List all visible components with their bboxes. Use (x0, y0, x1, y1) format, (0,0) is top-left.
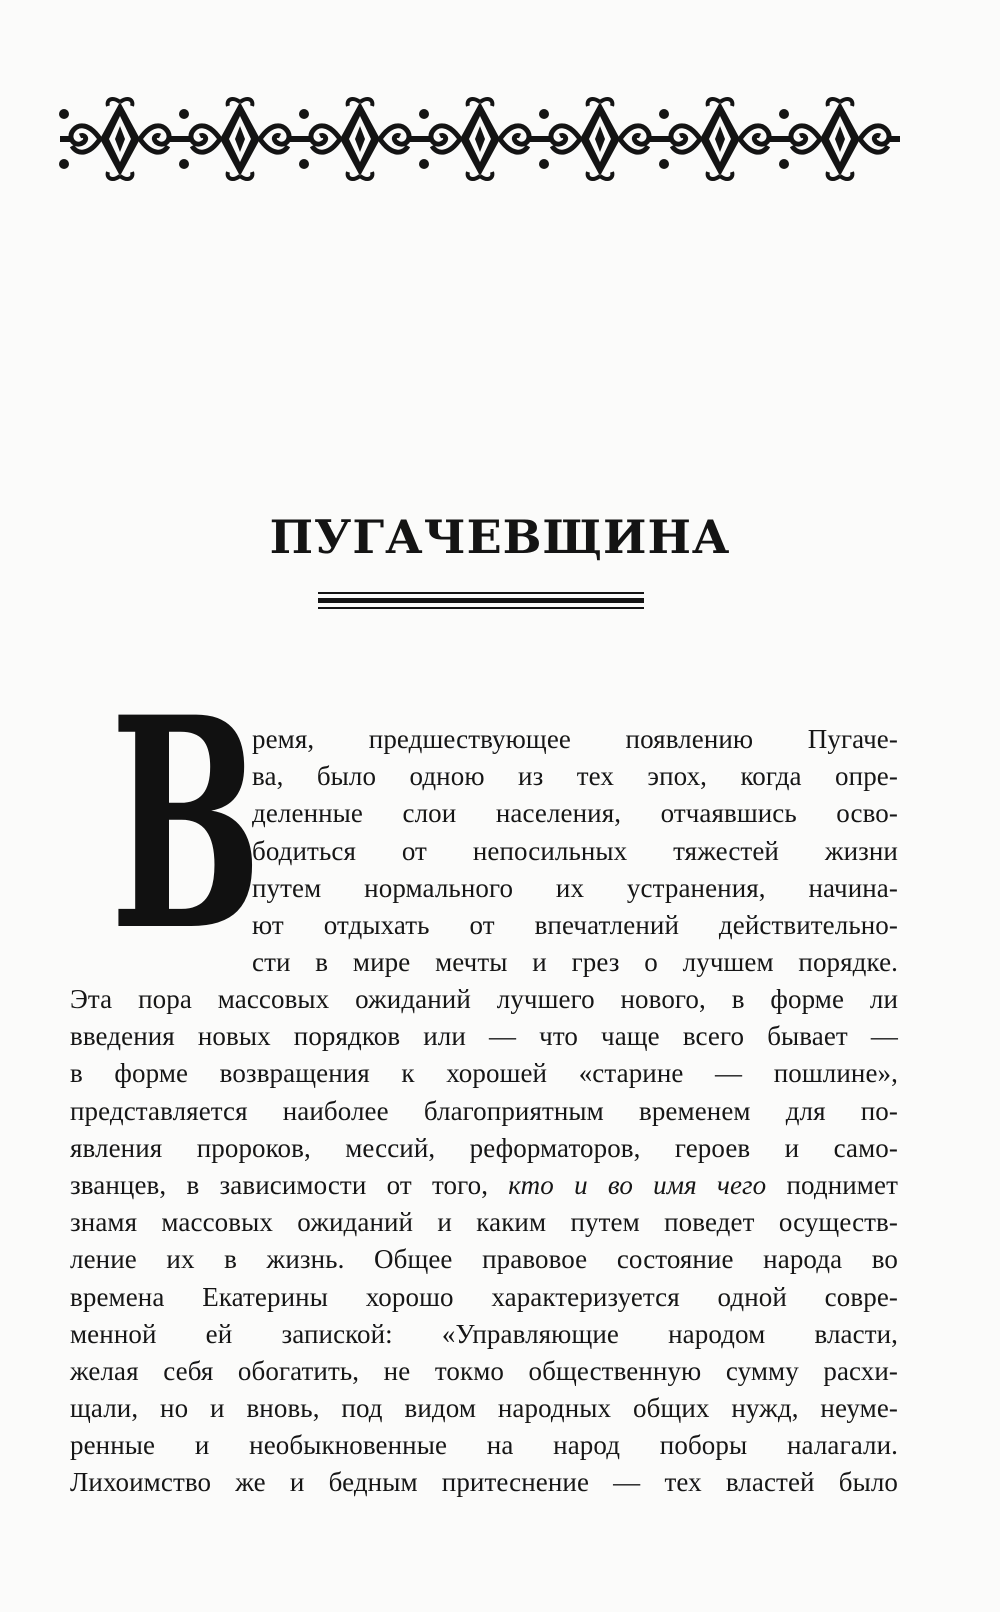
text-line: явления пророков, мессий, реформаторов, героев и само- (70, 1132, 898, 1163)
text-line: времена Екатерины хорошо характеризуется одной совре- (70, 1281, 898, 1312)
drop-cap-letter: В (110, 655, 262, 995)
chapter-title: ПУГАЧЕВЩИНА (269, 510, 731, 564)
text-line: щали, но и вновь, под видом народных общих нужд, неуме- (70, 1393, 898, 1424)
text-line: путем нормального их устранения, начина- (252, 872, 898, 903)
text-line: знамя массовых ожиданий и каким путем поведет осуществ- (70, 1207, 898, 1238)
text-line: в форме возвращения к хорошей «старине — пошлине», (70, 1058, 898, 1089)
text-line: ление их в жизнь. Общее правовое состояние народа во (70, 1244, 898, 1275)
text-segment: поднимет (786, 1169, 898, 1200)
italic-phrase: кто и во имя чего (508, 1169, 767, 1200)
text-line: ремя, предшествующее появлению Пугаче- (252, 724, 898, 754)
text-line: бодиться от непосильных тяжестей жизни (252, 835, 898, 866)
text-line: деленные слои населения, отчаявшись осво- (252, 798, 898, 829)
paragraph-indented-block (252, 721, 898, 981)
ornament-border (54, 94, 906, 184)
text-line: ют отдыхать от впечатлений действительно- (252, 909, 898, 940)
text-line: представляется наиболее благоприятным временем для по- (70, 1095, 898, 1126)
text-line: Лихоимство же и бедным притеснение — тех властей было (70, 1467, 898, 1498)
text-line: желая себя обогатить, не токмо общественную сумму расхи- (70, 1355, 898, 1386)
text-line: сти в мире мечты и грез о лучшем порядке. (252, 947, 898, 978)
text-line-mixed (70, 1167, 898, 1204)
text-segment: званцев, в зависимости от того, (70, 1169, 489, 1200)
title-underline (318, 592, 644, 610)
paragraph-full-block (70, 981, 898, 1502)
text-line: менной ей запиской: «Управляющие народом власти, (70, 1318, 898, 1349)
text-line: Эта пора массовых ожиданий лучшего нового, в форме ли (70, 984, 898, 1014)
text-line: ва, было одною из тех эпох, когда опре- (252, 761, 898, 792)
text-line: ренные и необыкновенные на народ поборы налагали. (70, 1430, 898, 1461)
text-line: введения новых порядков или — что чаще всего бывает — (70, 1021, 898, 1052)
